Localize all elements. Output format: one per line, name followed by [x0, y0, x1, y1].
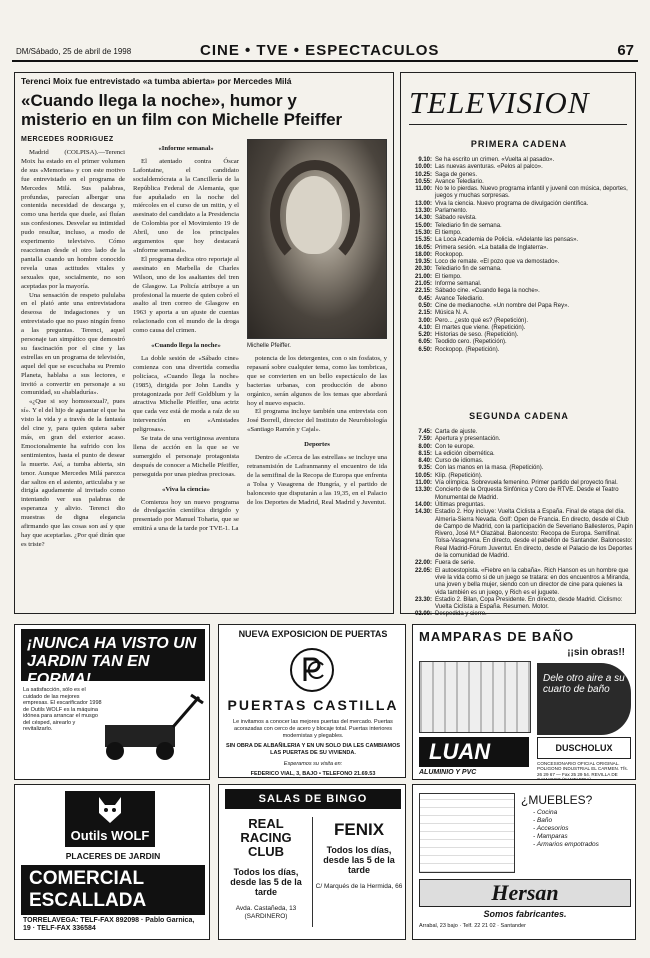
ad-puertas-text3: Esperamos su visita en: [283, 760, 343, 767]
program-time: 22.00: [414, 560, 432, 567]
program-row [407, 480, 633, 487]
program-time: 9.10: [418, 157, 432, 163]
ad-garden [14, 624, 210, 780]
ad-hersan [412, 784, 636, 940]
article-column-3 [247, 355, 387, 508]
program-title: Vía olímpica. Sobrevuela femenino. Primer partido del proyecto final. [435, 480, 618, 487]
program-time: 7.59: [418, 436, 432, 443]
program-time: 23.30: [414, 596, 432, 603]
program-time: 13.00: [414, 200, 432, 207]
program-row [407, 164, 633, 171]
program-title: Informe semanal. [435, 281, 482, 288]
program-row [407, 436, 633, 443]
program-row [407, 339, 633, 346]
paragraph: Comienza hoy un nuevo programa de divulgación científica dirigido y presentado por Manuel Toharia, que se emitirá a una de la tarde por TVE-1. La [133, 498, 239, 533]
program-title: Sábado revista. [435, 215, 477, 222]
bingo-fenix-name: FENIX [333, 820, 385, 839]
subheading: «Cuando llega la noche» [151, 342, 221, 350]
program-title: Avance Telediario. [435, 178, 484, 185]
ad-duscholux-logo: DUSCHOLUX [537, 737, 631, 759]
program-row [407, 281, 633, 288]
paragraph: Una sensación de respeto pululaba en el plató ante una entrevistadora deseosa de indagaciones y un entrevistado que no puso ningún freno a las preguntas. Terenci, aquel personaje tan simpático que demostró su fascinación por el cine y las estrellas en un programa de televisión, aquel del que se escuchaba su Premio Planeta, hablaba a sus lectores, e invitó a convertir en personaje a su comunidad, su «habladuría». [21, 291, 125, 397]
program-row [407, 332, 633, 339]
program-row [407, 502, 633, 509]
subheading: «Informe semanal» [158, 145, 214, 152]
program-title: Telediario fin de semana. [435, 266, 502, 273]
tv-title: TELEVISION [409, 85, 627, 125]
program-row [407, 259, 633, 266]
program-row [407, 451, 633, 458]
program-time: 14.30: [414, 215, 432, 222]
program-row [407, 186, 633, 201]
ad-puertas-address: FEDERICO VIAL, 3, BAJO • TELEFONO 21.69.53 [250, 770, 376, 777]
bingo-racing-address: Avda. Castañeda, 13 (SARDINERO) [235, 905, 297, 920]
bathroom-illustration [419, 661, 531, 733]
program-title: Con te europe. [435, 443, 475, 450]
photo-face [286, 176, 342, 254]
program-title: Rockopop. [435, 251, 464, 258]
paragraph: Se trata de una vertiginosa aventura llena de acción en la que se ve sumergido el personaje protagonista después de conocer a Michelle Pfeiffer, perseguida por unas piedras preciosas. [133, 435, 239, 478]
program-time: 7.45: [418, 429, 432, 435]
paragraph: Madrid (COLPISA).—Terenci Moix ha estado en el primer volumen de sus «Memorias» y con este motivo fue entrevistado en el programa de Mercedes Milá. Sus palabras, profundas, parecían albergar una contenida necesidad de descarga y, como una herida que duele, así fluían sus confesiones. Desvelar su intimidad pudo resultar, incluso, a modo de experimento televisivo. Cómo reaccionan desde el otro lado de la pantalla cuando un hombre conocido revela unas actitudes vitales y sexuales que, socialmente, no son aceptadas por la mayoría. [21, 149, 125, 290]
program-row [407, 597, 633, 612]
ad-puertas-title: NUEVA EXPOSICION DE PUERTAS [238, 629, 388, 639]
ad-wolf-address: TORRELAVEGA: TELF-FAX 892098 · Pablo Garnica, 19 · TELF-FAX 336584 [23, 917, 195, 932]
bingo-fenix-address: C/ Marqués de la Hermida, 66 [315, 883, 403, 890]
pc-logo-icon [289, 647, 335, 693]
program-time: 14.00: [414, 501, 432, 508]
program-title: La edición cibernética. [435, 450, 495, 457]
program-title: Apertura y presentación. [435, 436, 501, 443]
program-row [407, 487, 633, 502]
program-row [407, 252, 633, 259]
program-title: Estadio 2. Hoy incluye: Vuelta Ciclista a España. Final de etapa del día. Almería-Sierra Nevada. Golf: Open de Francia. En directo, desde el Club de Campo de Madrid, con la participación de Severiano Ballesteros, Papin Rivero, José M.ª Olazábal. Baloncesto: Recopa de Europa. Semifinal. Tolsa-Vasagrena. En directo, desde el pabellón de Santander. Baloncesto: Real Madrid-Fórum Juventut. En directo, desde el Palacio de los Deportes de la comunidad de Madrid. [435, 509, 633, 560]
program-title: Avance Telediario. [435, 295, 484, 302]
divider [312, 817, 313, 927]
program-time: 10.00: [414, 164, 432, 171]
program-time: 9.35: [418, 465, 432, 472]
program-row [407, 172, 633, 179]
program-row [407, 465, 633, 472]
program-time: 8.15: [418, 450, 432, 457]
section-title: CINE • TVE • ESPECTACULOS [200, 42, 440, 59]
program-title: El autoestopista. «Fiebre en la cabaña». Rich Hanson es un hombre que vive la vida como si de un juego se tratara: en dos encuentros a Miranda, una joven y bella mujer, siendo con un director de cine para quienes la vida también es un juego, y Rich es el juguete. [435, 567, 630, 596]
program-time: 02.00: [414, 611, 432, 618]
ad-hersan-somos: Somos fabricantes. [483, 909, 567, 919]
main-article [14, 72, 394, 614]
channel-1-schedule [407, 157, 633, 354]
bingo-racing-days: Todos los días, desde las 5 de la tarde [230, 867, 302, 897]
program-row [407, 230, 633, 237]
paragraph: El programa dedica otro reportaje al asesinato en Marbella de Charles Wilson, uno de los asaltantes del tren de Glasgow. La Policía atribuye a un profesional la muerte de quien cobró el asalto al tren correo de Glasgow en 1963 y aporta a un ajuste de cuentas relacionado con el mundo de la droga como causa del crimen. [133, 255, 239, 335]
program-title: Curso de idiomas. [435, 458, 484, 465]
program-time: 19.35: [414, 259, 432, 266]
program-time: 22.15: [414, 288, 432, 295]
ad-garden-text: La satisfacción, sólo es el cuidado de las mejores empresas. El escarificador 1998 de Outils WOLF es la máquina idónea para arrancar el musgo del césped, airearlo y revitalizarlo. [23, 687, 102, 732]
program-time: 10.55: [414, 178, 432, 185]
ad-luan-sub: ALUMINIO Y PVC [419, 769, 477, 776]
program-time: 15.35: [414, 237, 432, 244]
program-title: Viva la ciencia. Nuevo programa de divulgación científica. [435, 200, 589, 207]
program-row [407, 245, 633, 252]
program-row [407, 509, 633, 560]
program-time: 15.30: [414, 229, 432, 236]
paragraph: El atentado contra Óscar Lafontaine, el candidato socialdemócrata a la Cancillería de la República Federal de Alemania, que fue apuñalado en la noche del miércoles en el curso de un mitin, y el asesinato del candidato a la Presidencia de Colombia por el Movimiento 19 de Abril, uno de los principales argumentos que hoy destacará «Informe semanal». [133, 157, 239, 254]
article-column-2 [133, 139, 239, 534]
program-time: 21.05: [414, 281, 432, 288]
program-row [407, 325, 633, 332]
program-time: 10.25: [414, 171, 432, 178]
ad-outils-wolf [14, 784, 210, 940]
program-title: Historias de seso. (Repetición). [435, 332, 519, 339]
program-title: Primera sesión. «La batalla de Inglaterra». [435, 244, 549, 251]
subheading: Deportes [304, 441, 330, 449]
program-time: 5.20: [418, 332, 432, 339]
program-title: Últimas preguntas. [435, 501, 486, 508]
program-time: 21.00: [414, 273, 432, 280]
program-time: 3.00: [418, 317, 432, 324]
program-title: El tiempo. [435, 229, 462, 236]
program-time: 8.00: [418, 443, 432, 450]
program-title: Concierto de la Orquesta Sinfónica y Coro de RTVE. Desde el Teatro Monumental de Madrid. [435, 487, 619, 501]
wolf-brand: Outils WOLF [70, 828, 150, 843]
program-title: Se ha escrito un crimen. «Vuelta al pasado». [435, 157, 555, 163]
ad-luan-slogan: ¡¡sin obras!! [567, 647, 625, 658]
channel-1-heading: PRIMERA CADENA [470, 139, 568, 149]
program-title: Teodido cero. (Repetición). [435, 339, 507, 346]
program-time: 13.30: [414, 487, 432, 494]
paragraph: Dentro de «Cerca de las estrellas» se incluye una retransmisión de Lafranmanny el encuentro de ida de la semifinal de la Recopa de Europa que enfrenta a Tolsa y Vasagrena de Hungría, y el partido de baloncesto que disputarán a las 19,35, en el Palacio de los Deportes de Madrid, Real Madrid y Juventut. [247, 454, 387, 506]
ad-luan-title: MAMPARAS DE BAÑO [419, 629, 575, 644]
page-number: 67 [617, 42, 634, 59]
program-title: El tiempo. [435, 273, 462, 280]
program-time: 11.00: [415, 186, 432, 193]
program-row [407, 179, 633, 186]
program-row [407, 223, 633, 230]
bingo-racing [223, 813, 309, 920]
bingo-racing-name: REAL RACING CLUB [240, 816, 292, 859]
ad-garden-title: ¡NUNCA HA VISTO UN JARDIN TAN EN FORMA! [21, 629, 205, 681]
ad-puertas-brand: PUERTAS CASTILLA [227, 697, 399, 713]
channel-2-heading: SEGUNDA CADENA [469, 411, 569, 421]
program-title: No te lo pierdas. Nuevo programa infantil y juvenil con música, deportes, juegos y muchas sorpresas. [435, 186, 628, 200]
program-title: Rockopop. (Repetición). [435, 346, 500, 353]
program-time: 13.30: [414, 208, 432, 215]
tv-listings [400, 72, 636, 618]
ad-puertas-text2: SIN OBRA DE ALBAÑILERIA Y EN UN SOLO DIA LES CAMBIAMOS LAS PUERTAS DE SU VIVIENDA. [225, 743, 401, 757]
ad-wolf-placeres: PLACERES DE JARDIN [65, 851, 161, 861]
ad-hersan-address: Arrabal, 23 bajo · Telf. 22 21 02 · Santander [419, 923, 526, 929]
program-time: 14.30: [414, 509, 432, 516]
program-title: Estadio 2. Bilan, Copa Presidente. En directo, desde Madrid. Ciclismo: Vuelta Ciclista a España. Resumen. Motor. [435, 596, 623, 611]
program-row [407, 611, 633, 618]
program-row [407, 274, 633, 281]
program-row [407, 201, 633, 208]
program-row [407, 429, 633, 436]
program-title: Klip. (Repetición). [435, 472, 483, 479]
ad-mamparas-luan [412, 624, 636, 780]
ad-luan-address: CONCESIONARIO OFICIAL ORIGINAL. POLIGONO INDUSTRIAL EL CARMEN. Tfs. 26 29 67 — Fax 25 29 54. REVILLA DE CAMARGO (CANTABRIA) [537, 761, 628, 780]
ad-bingo-title: SALAS DE BINGO [225, 789, 401, 809]
lawn-mower-icon [95, 691, 205, 771]
program-row [407, 237, 633, 244]
ad-wolf-comercial: COMERCIAL ESCALLADA [21, 865, 205, 915]
program-time: 16.05: [414, 244, 432, 251]
ad-puertas-text1: Le invitamos a conocer las mejores puertas del mercado. Puertas acorazadas con cerco de acero y blocaje total. Puertas interiores modernistas y plegables. [233, 719, 393, 739]
program-title: Música N. A. [435, 310, 469, 317]
program-row [407, 208, 633, 215]
program-row [407, 303, 633, 310]
photo-caption: Michelle Pfeiffer. [247, 343, 291, 349]
article-byline: MERCEDES RODRIGUEZ [21, 136, 114, 143]
ad-luan-tagline: Dele otro aire a su cuarto de baño [537, 663, 631, 735]
program-row [407, 296, 633, 303]
program-time: 8.40: [418, 458, 432, 465]
program-row [407, 157, 633, 164]
program-title: La Loca Academia de Policía. «Adelante las pensas». [435, 237, 579, 244]
ad-puertas-text [225, 719, 401, 778]
program-time: 0.45: [418, 295, 432, 302]
program-row [407, 560, 633, 567]
program-row [407, 444, 633, 451]
program-time: 11.00: [415, 480, 432, 487]
bingo-fenix-days: Todos los días, desde las 5 de la tarde [323, 845, 395, 875]
program-time: 2.15: [418, 310, 432, 317]
program-time: 4.10: [418, 324, 432, 331]
program-row [407, 568, 633, 597]
program-row [407, 266, 633, 273]
issue-date: DM/Sábado, 25 de abril de 1998 [16, 47, 132, 56]
page-header [12, 42, 638, 62]
program-row [407, 458, 633, 465]
program-row [407, 473, 633, 480]
program-time: 18.00: [414, 251, 432, 258]
program-title: Saga de genes. [435, 171, 478, 178]
program-time: 0.50: [418, 302, 432, 309]
program-title: Carta de ajuste. [435, 429, 478, 435]
program-title: Despedida y cierre. [435, 611, 487, 618]
ad-hersan-brand: Hersan [419, 879, 631, 907]
program-title: Sábado cine. «Cuando llega la noche». [435, 288, 540, 295]
program-title: Con las manos en la masa. (Repetición). [435, 465, 544, 472]
program-title: Telediario fin de semana. [435, 222, 502, 229]
program-row [407, 318, 633, 325]
subheading: «Viva la ciencia» [161, 485, 211, 493]
ad-hersan-list: - Cocina - Baño - Accesorios - Mamparas - Armarios empotrados [533, 809, 599, 848]
program-title: Las nuevas aventuras. «Pelos al palco». [435, 164, 543, 171]
paragraph: potencia de los detergentes, con o sin fosfatos, y repasará sobre cualquier tema, como las tombricas, que se convierten en un bello espectáculo de las bacterias urbanas, con producción de abono orgánico, serán algunos de los temas que abordará hoy el nuevo espacio. [247, 355, 387, 407]
wolf-head-icon [95, 795, 125, 825]
program-time: 20.30: [414, 266, 432, 273]
program-row [407, 215, 633, 222]
program-title: Fuera de serie. [435, 560, 476, 567]
ad-salas-bingo [218, 784, 406, 940]
article-kicker: Terenci Moix fue entrevistado «a tumba abierta» por Mercedes Milá [21, 76, 292, 86]
program-time: 15.00: [414, 222, 432, 229]
program-row [407, 288, 633, 295]
bingo-fenix [315, 813, 403, 891]
program-time: 22.05: [414, 567, 432, 574]
article-column-1 [21, 149, 125, 550]
ad-puertas-castilla [218, 624, 406, 778]
ad-luan-brand: LUAN [419, 737, 529, 767]
wolf-logo [65, 791, 155, 847]
article-headline: «Cuando llega la noche», humor y misterio en un film con Michelle Pfeiffer [21, 91, 343, 129]
program-title: Loco de remate. «El pozo que va demostado». [435, 259, 560, 266]
michelle-pfeiffer-photo [247, 139, 387, 339]
program-time: 6.50: [418, 346, 432, 353]
program-title: Parlamento. [435, 208, 468, 215]
paragraph: El programa incluye también una entrevista con José Borrell, director del Instituto de Neurobiología «Santiago Ramón y Cajal». [247, 408, 387, 434]
paragraph: La doble sesión de «Sábado cine» comienza con una divertida comedia policíaca, «Cuando llega la noche» (1985), dirigida por John Landis y protagonizada por Jeff Goldblum y la atractiva Michelle Pfeiffer, una actriz que cada vez está de moda a raíz de su intervención en «Amistades peligrosas». [133, 354, 239, 434]
paragraph: «¿Que si soy homosexual?, pues sí». Y el del hijo de aguantar el que ha visto la vida y a través de la fantasía del cine y, para quien quiera saber más, en gran del exterior acaso. Emocionalmente ha sufrido con los sentimientos, hasta el punto de desear la muerte. Así, a tumba abierta, sin tenor. Aunque Mercedes Milá parezca dar saltos en el asiento, articulaba y se dirigía agudamente al invitado como intentando ver sus palabras de esperanza y alivio. Terenci dio muestras de digna elegancia afirmando que las cosas son así y que hay que aceptarlas. ¿Por qué dirán que es triste? [21, 398, 125, 548]
kitchen-illustration [419, 793, 515, 873]
program-row [407, 310, 633, 317]
program-title: El martes que viene. (Repetición). [435, 324, 526, 331]
ad-hersan-question: ¿MUEBLES? [521, 793, 593, 807]
channel-2-schedule [407, 429, 633, 619]
program-time: 6.05: [418, 339, 432, 346]
program-time: 10.05: [414, 472, 432, 479]
program-row [407, 347, 633, 354]
program-title: Pero... ¿esto qué es? (Repetición). [435, 317, 529, 324]
program-title: Cine de medianoche. «Un nombre del Papa Rey». [435, 302, 570, 309]
